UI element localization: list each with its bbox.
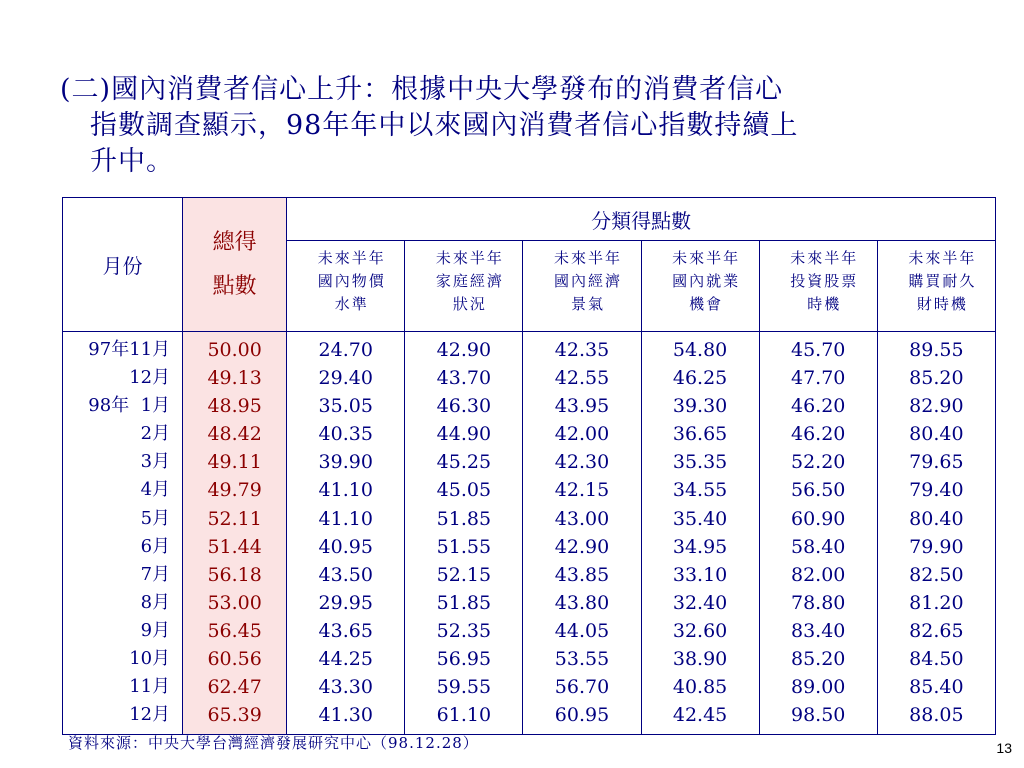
category-score: 53.55	[554, 648, 610, 671]
total-score-list	[183, 332, 287, 735]
category-score: 45.70	[790, 339, 846, 361]
total-score: 49.79	[207, 479, 262, 502]
category-score: 42.30	[554, 451, 610, 474]
category-score: 84.50	[909, 648, 964, 671]
month-label: 9月	[140, 619, 171, 641]
domestic-economy-values	[523, 332, 641, 735]
category-score: 43.00	[554, 507, 610, 530]
category-score: 43.50	[318, 563, 373, 586]
category-score: 46.25	[672, 367, 728, 390]
category-score: 34.55	[672, 479, 728, 502]
month-label: 6月	[140, 535, 171, 557]
category-score: 82.50	[909, 563, 964, 586]
category-score: 29.40	[318, 367, 373, 390]
category-score: 81.20	[909, 591, 964, 614]
sub-header-text: 時機	[807, 295, 842, 313]
slide-heading	[60, 72, 960, 180]
month-label: 8月	[140, 591, 171, 613]
total-score-header	[183, 198, 287, 332]
data-row	[63, 332, 996, 735]
sub-header-text: 國內就業	[672, 272, 741, 290]
category-score: 29.95	[318, 591, 373, 614]
sub-header-text: 未來半年	[553, 249, 622, 267]
category-score: 80.40	[909, 507, 964, 530]
category-score: 36.65	[672, 423, 728, 446]
category-score: 43.80	[554, 591, 610, 614]
sub-header-text: 未來半年	[435, 249, 504, 267]
category-score: 39.30	[672, 395, 728, 418]
category-score: 43.30	[318, 676, 373, 699]
category-score: 82.90	[909, 395, 964, 418]
category-score: 89.55	[909, 339, 964, 361]
category-score: 44.25	[318, 648, 373, 671]
sub-header-text: 未來半年	[672, 249, 741, 267]
category-score: 42.35	[554, 339, 610, 361]
category-score: 24.70	[318, 339, 373, 361]
durable-goods-values	[877, 332, 995, 735]
category-score: 32.60	[672, 619, 728, 642]
sub-header-employment	[641, 241, 759, 332]
sub-header-durable-goods	[877, 241, 995, 332]
household-finance-values	[405, 332, 523, 735]
category-score: 40.35	[318, 423, 373, 446]
category-score: 32.40	[672, 591, 728, 614]
category-score: 79.90	[909, 535, 964, 558]
total-score: 65.39	[207, 704, 262, 727]
sub-header-text: 財時機	[916, 295, 968, 313]
category-score: 79.40	[909, 479, 964, 502]
category-score: 85.20	[790, 648, 846, 671]
sub-header-text: 景氣	[570, 295, 605, 313]
category-score: 82.65	[909, 619, 964, 642]
category-score: 43.85	[554, 563, 610, 586]
heading-line-1: (二)國內消費者信心上升：根據中央大學發布的消費者信心	[60, 74, 784, 105]
heading-line-3: 升中。	[90, 146, 174, 177]
category-score: 51.85	[436, 507, 492, 530]
category-score: 51.85	[436, 591, 492, 614]
category-score: 40.95	[318, 535, 373, 558]
category-score: 52.15	[436, 563, 492, 586]
month-label: 98年 1月	[88, 395, 171, 417]
sub-header-text: 機會	[689, 295, 724, 313]
source-note: 資料來源：中央大學台灣經濟發展研究中心（98.12.28）	[68, 734, 479, 752]
category-score-header: 分類得點數	[287, 198, 996, 241]
category-score: 41.10	[318, 479, 373, 502]
month-label: 12月	[129, 367, 171, 389]
category-score: 39.90	[318, 451, 373, 474]
sub-header-text: 家庭經濟	[435, 272, 504, 290]
category-score: 46.20	[790, 423, 846, 446]
category-score: 54.80	[672, 339, 728, 361]
sub-header-household-finance	[405, 241, 523, 332]
category-score: 35.35	[672, 451, 728, 474]
total-score: 52.11	[207, 507, 262, 530]
employment-values	[641, 332, 759, 735]
total-score: 56.45	[207, 619, 262, 642]
sub-header-stock-investment	[759, 241, 877, 332]
category-score: 42.15	[554, 479, 610, 502]
category-score: 40.85	[672, 676, 728, 699]
category-score: 82.00	[790, 563, 846, 586]
total-score: 49.13	[207, 367, 262, 390]
total-score: 60.56	[207, 648, 262, 671]
category-score: 42.90	[554, 535, 610, 558]
category-score: 85.40	[909, 676, 964, 699]
month-label: 11月	[129, 676, 171, 698]
category-score: 44.05	[554, 619, 610, 642]
category-score: 51.55	[436, 535, 492, 558]
sub-header-text: 未來半年	[790, 249, 859, 267]
total-score: 50.00	[207, 339, 262, 361]
category-score: 38.90	[672, 648, 728, 671]
page-number: 13	[996, 740, 1012, 756]
category-score: 35.05	[318, 395, 373, 418]
sub-header-domestic-economy	[523, 241, 641, 332]
sub-header-text: 狀況	[452, 295, 487, 313]
month-list	[63, 332, 183, 735]
category-score: 60.95	[554, 704, 610, 727]
total-header-line-2: 點數	[212, 273, 257, 299]
total-score: 49.11	[207, 451, 262, 474]
category-score: 52.35	[436, 619, 492, 642]
total-header-line-1: 總得	[212, 229, 257, 255]
price-level-values	[287, 332, 405, 735]
month-label: 10月	[129, 648, 171, 670]
category-score: 89.00	[790, 676, 846, 699]
stock-investment-values	[759, 332, 877, 735]
category-score: 85.20	[909, 367, 964, 390]
category-score: 45.25	[436, 451, 492, 474]
month-label: 4月	[140, 479, 171, 501]
category-score: 52.20	[790, 451, 846, 474]
sub-header-price-level	[287, 241, 405, 332]
sub-header-text: 國內物價	[317, 272, 386, 290]
category-score: 56.95	[436, 648, 492, 671]
total-score: 48.95	[207, 395, 262, 418]
category-score: 42.55	[554, 367, 610, 390]
category-score: 61.10	[436, 704, 492, 727]
category-score: 47.70	[790, 367, 846, 390]
category-score: 43.65	[318, 619, 373, 642]
month-label: 2月	[140, 423, 171, 445]
category-score: 59.55	[436, 676, 492, 699]
category-score: 58.40	[790, 535, 846, 558]
heading-line-2: 指數調查顯示，98年年中以來國內消費者信心指數持續上	[90, 110, 799, 141]
total-score: 62.47	[207, 676, 262, 699]
category-score: 42.90	[436, 339, 492, 361]
total-score: 48.42	[207, 423, 262, 446]
sub-header-text: 水準	[334, 295, 369, 313]
sub-header-text: 國內經濟	[553, 272, 622, 290]
category-score: 43.95	[554, 395, 610, 418]
category-score: 44.90	[436, 423, 492, 446]
category-score: 83.40	[790, 619, 846, 642]
category-score: 42.00	[554, 423, 610, 446]
sub-header-text: 未來半年	[317, 249, 386, 267]
category-score: 98.50	[790, 704, 846, 727]
category-score: 46.30	[436, 395, 492, 418]
category-score: 42.45	[672, 704, 728, 727]
month-label: 3月	[140, 451, 171, 473]
category-score: 56.70	[554, 676, 610, 699]
month-label: 7月	[140, 563, 171, 585]
category-score: 60.90	[790, 507, 846, 530]
month-label: 12月	[129, 704, 171, 726]
category-score: 78.80	[790, 591, 846, 614]
category-score: 56.50	[790, 479, 846, 502]
category-score: 79.65	[909, 451, 964, 474]
total-score: 53.00	[207, 591, 262, 614]
category-score: 34.95	[672, 535, 728, 558]
sub-header-text: 購買耐久	[908, 272, 977, 290]
category-score: 41.10	[318, 507, 373, 530]
month-header: 月份	[63, 198, 183, 332]
category-score: 80.40	[909, 423, 964, 446]
sub-header-text: 未來半年	[908, 249, 977, 267]
month-label: 97年11月	[88, 339, 171, 360]
total-score: 56.18	[207, 563, 262, 586]
category-score: 88.05	[909, 704, 964, 727]
sub-header-text: 投資股票	[790, 272, 859, 290]
category-score: 35.40	[672, 507, 728, 530]
category-score: 45.05	[436, 479, 492, 502]
category-score: 33.10	[672, 563, 728, 586]
category-score: 43.70	[436, 367, 492, 390]
consumer-confidence-table	[62, 197, 996, 735]
category-score: 41.30	[318, 704, 373, 727]
total-score: 51.44	[207, 535, 262, 558]
month-label: 5月	[140, 507, 171, 529]
category-score: 46.20	[790, 395, 846, 418]
